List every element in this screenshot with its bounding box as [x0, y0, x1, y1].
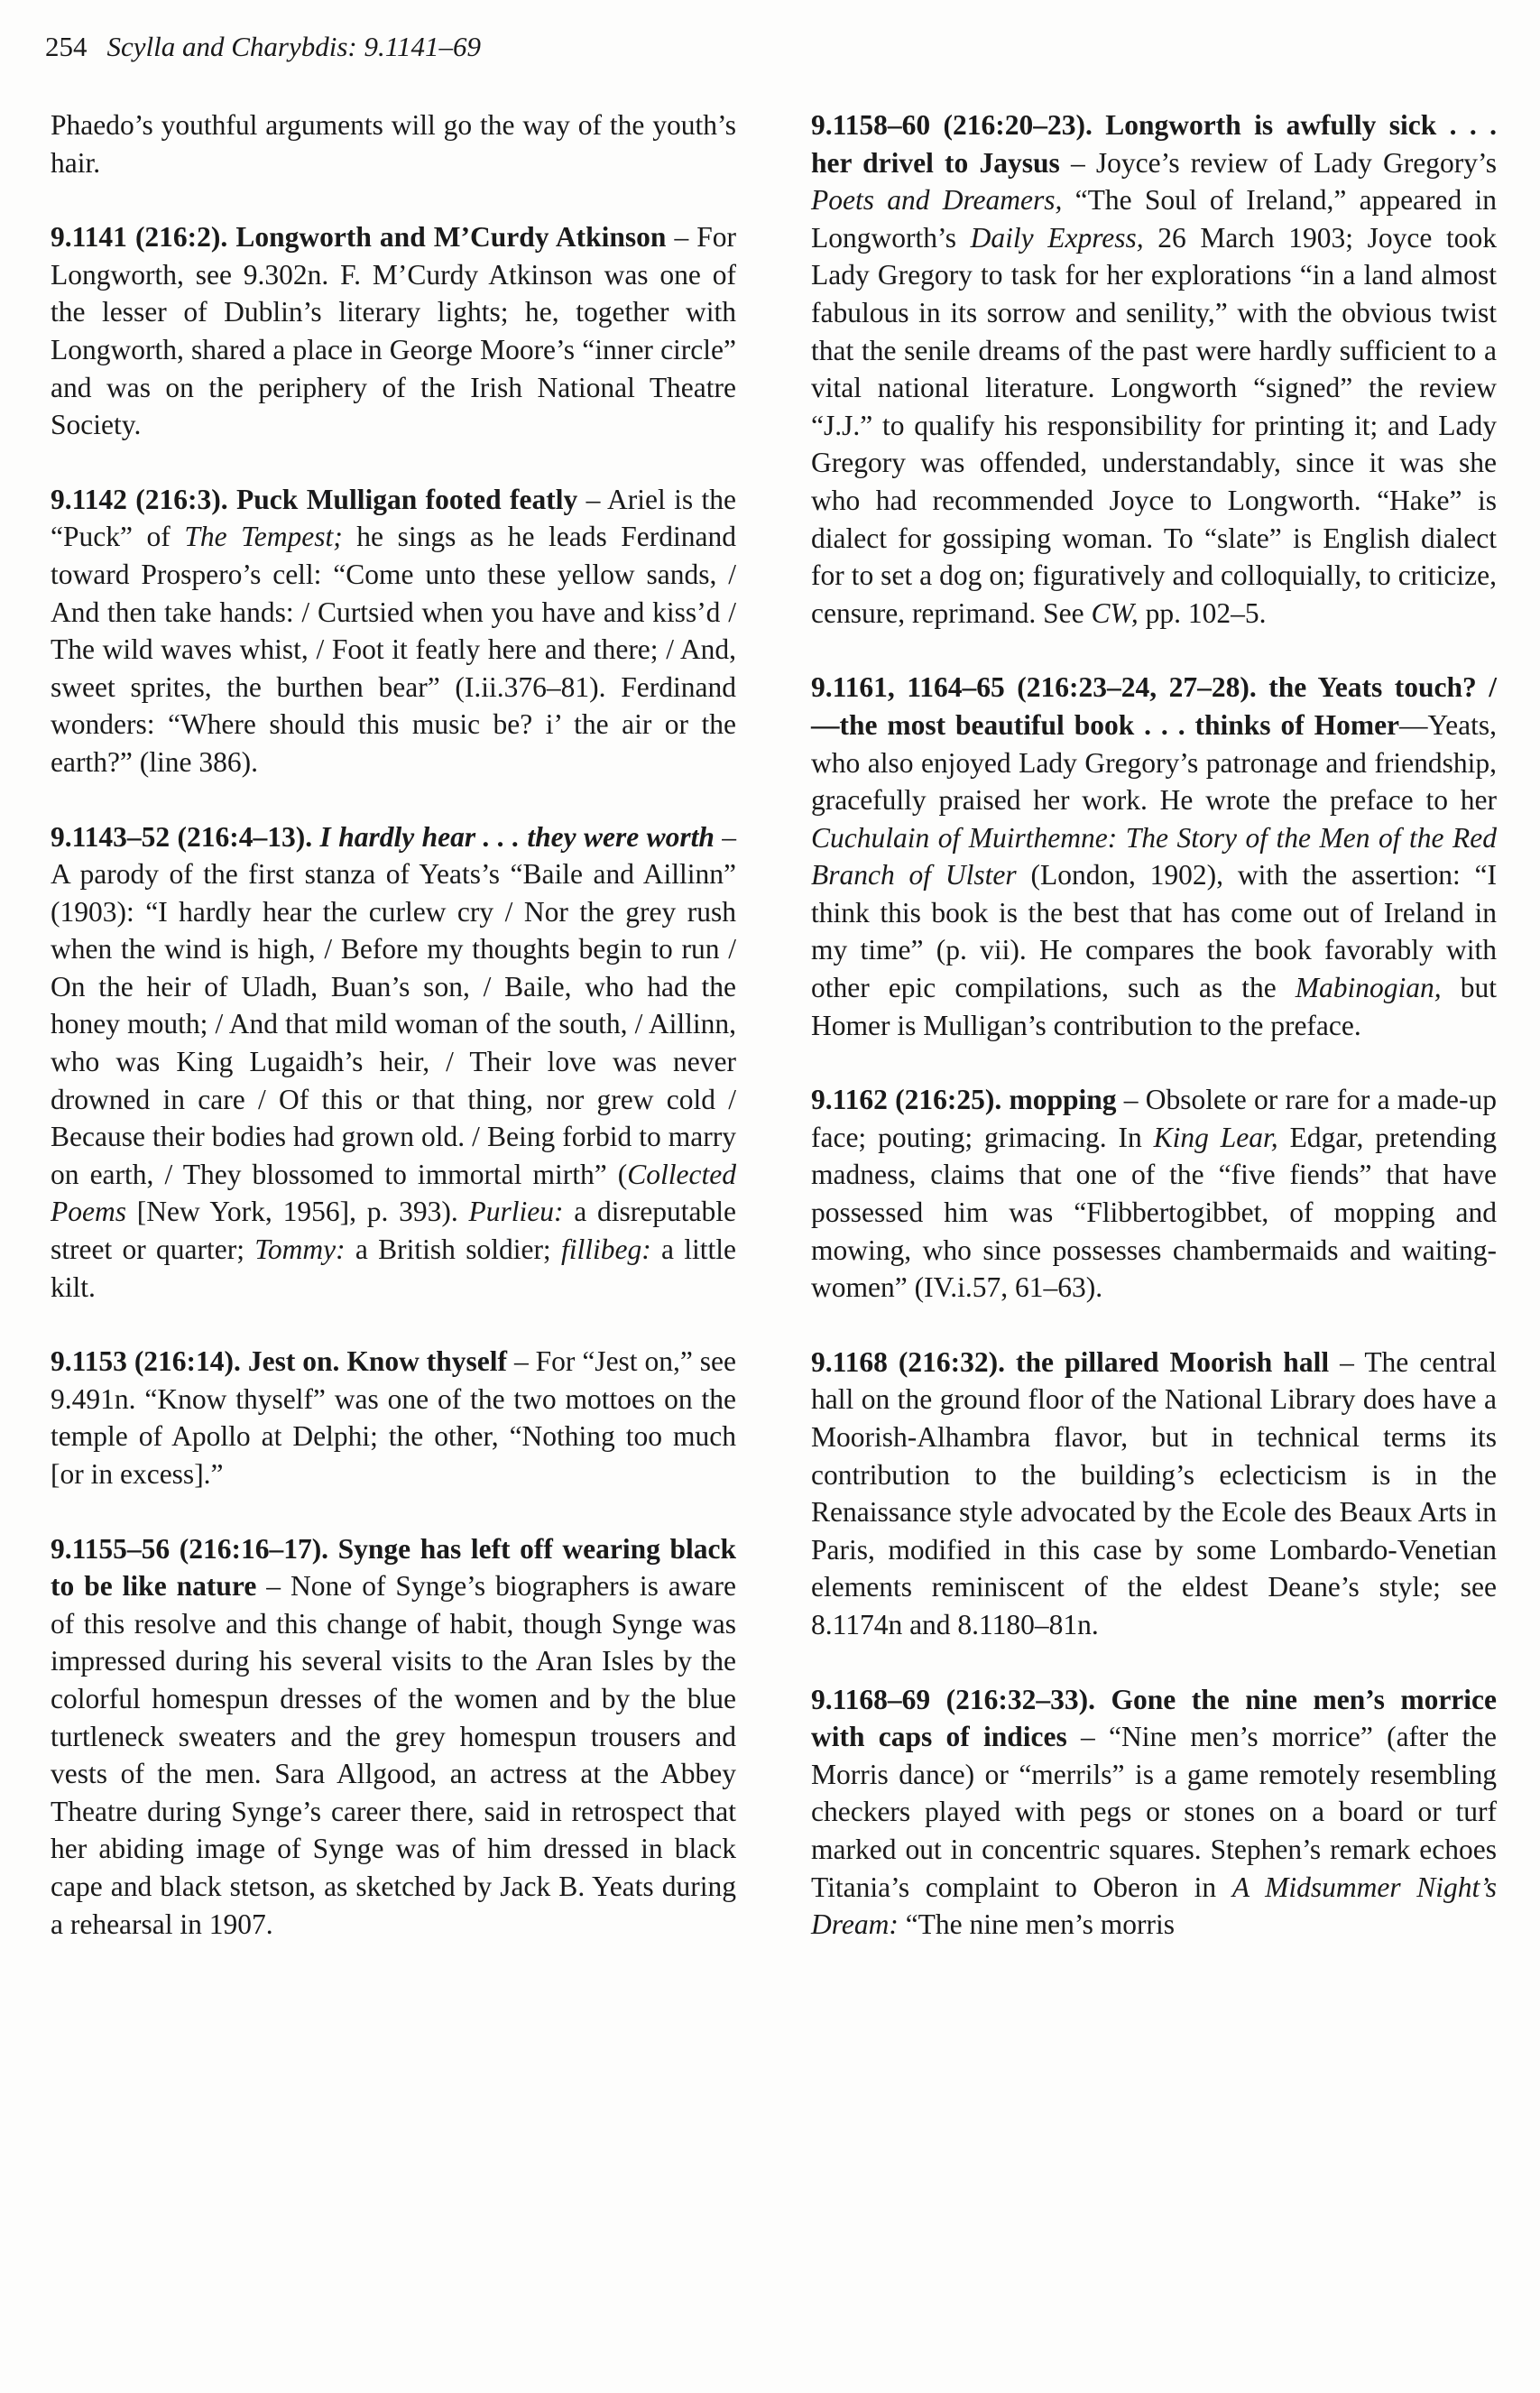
entry-lemma: I hardly hear . . . they were worth: [319, 820, 715, 853]
entry-reference: 9.1155–56 (216:16–17).: [51, 1532, 329, 1565]
entry-body: “The nine men’s morris: [898, 1908, 1175, 1941]
continuation-paragraph: Phaedo’s youthful arguments will go the way of the youth’s hair.: [51, 109, 736, 179]
entry-body: (London, 1902), with the assertion: “I think this book is the best that has come out of Ireland in my time” (p. vii). He compares the book favorably with other epic compilations, such as the: [811, 859, 1497, 1004]
left-column: [51, 106, 736, 1943]
entry-body: “The Soul of Ireland,” appeared in Longworth’s: [811, 184, 1497, 254]
entry-lemma: Longworth and M’Curdy Atkinson: [235, 221, 667, 254]
entry-body: but Homer is Mulligan’s contribution to the preface.: [811, 972, 1497, 1041]
entry-lemma: Jest on. Know thyself: [247, 1345, 508, 1378]
entry-reference: 9.1142 (216:3).: [51, 483, 228, 515]
entry-lemma: Puck Mulligan footed featly: [236, 483, 578, 515]
entry-lemma: Longworth is awfully sick . . . her drivel to Jaysus: [811, 109, 1497, 179]
entry-body: – The central hall on the ground floor of the National Library does have a Moorish-Alhambra flavor, but in technical terms its contribution to the building’s eclecticism is in the Renaissance style advocated by the Ecole des Beaux Arts in Paris, modified in this case by some Lombardo-Venetian elements reminiscent of the eldest Deane’s style; see 8.1174n and 8.1180–81n.: [811, 1345, 1498, 1640]
entry-reference: 9.1168–69 (216:32–33).: [811, 1683, 1095, 1715]
running-head: [45, 27, 481, 67]
entry-body: a little kilt.: [51, 1233, 736, 1303]
note-entry: [51, 481, 736, 781]
entry-body: – Ariel is the “Puck” of: [51, 483, 737, 553]
entry-reference: 9.1141 (216:2).: [51, 221, 228, 254]
page-number: 254: [45, 31, 88, 62]
entry-body: – Obsolete or rare for a made-up face; pouting; grimacing. In: [811, 1084, 1498, 1153]
entry-body: Edgar, pretending madness, claims that one of the “five fiends” that have possessed him was “Flibbertogibbet, of mopping and mowing, who since possesses chambermaids and waiting-women” (IV.i.57, 61–63).: [811, 1121, 1497, 1304]
entry-body: – For “Jest on,” see 9.491n. “Know thyself” was one of the two mottoes on the temple of Apollo at Delphi; the other, “Nothing too much [or in excess].”: [51, 1345, 736, 1490]
entry-body: – Joyce’s review of Lady Gregory’s: [1059, 146, 1497, 179]
note-entry: [811, 1344, 1497, 1644]
entry-lemma: mopping: [1009, 1084, 1117, 1116]
entry-reference: 9.1143–52 (216:4–13).: [51, 820, 313, 853]
entry-body: a disreputable street or quarter;: [51, 1196, 736, 1266]
entry-italic: Mabinogian,: [1295, 972, 1442, 1004]
right-column: [811, 106, 1497, 1944]
note-entry: [51, 818, 736, 1307]
entry-reference: 9.1153 (216:14).: [51, 1345, 241, 1378]
entry-body: 26 March 1903; Joyce took Lady Gregory to task for her explorations “in a land almost fabulous in its sorrow and senility,” with the obvious twist that the senile dreams of the past were hardly sufficient to a vital national literature. Longworth “signed” the review “J.J.” to qualify his responsibility for printing it; and Lady Gregory was offended, understandably, since it was she who had recommended Joyce to Longworth. “Hake” is dialect for gossiping woman. To “slate” is English dialect for to set a dog on; figuratively and colloquially, to criticize, censure, reprimand. See: [811, 221, 1497, 629]
entry-reference: 9.1161, 1164–65 (216:23–24, 27–28).: [811, 671, 1257, 704]
entry-italic: CW,: [1091, 596, 1139, 629]
entry-italic: The Tempest;: [184, 521, 343, 553]
entry-italic: Collected Poems: [51, 1158, 736, 1228]
entry-lemma: the pillared Moorish hall: [1016, 1345, 1330, 1378]
entry-lemma: Synge has left off wearing black to be like nature: [51, 1532, 736, 1603]
entry-body: —Yeats, who also enjoyed Lady Gregory’s patronage and friendship, gracefully praised her work. He wrote the preface to her: [811, 708, 1497, 817]
entry-italic: fillibeg:: [560, 1233, 651, 1266]
entry-italic: Cuchulain of Muirthemne: The Story of the Men of the Red Branch of Ulster: [811, 821, 1497, 892]
entry-italic: Purlieu:: [468, 1196, 564, 1228]
note-entry: [811, 1681, 1497, 1944]
entry-italic: Poets and Dreamers,: [811, 184, 1063, 217]
entry-body: – A parody of the first stanza of Yeats’s “Baile and Aillinn” (1903): “I hardly hear the curlew cry / Nor the grey rush when the wind is high, / Before my thoughts begin to run / On the heir of Uladh, Buan’s son, / Baile, who had the honey mouth; / And that mild woman of the south, / Aillinn, who was King Lugaidh’s heir, / Their love was never drowned in care / Of this or that thing, nor grew cold / Because their bodies had grown old. / Being forbid to marry on earth, / They blossomed to immortal mirth” (: [51, 820, 737, 1190]
entry-body: he sings as he leads Ferdinand toward Prospero’s cell: “Come unto these yellow sands, / And then take hands: / Curtsied when you have and kiss’d / The wild waves whist, / Foot it featly here and there; / And, sweet sprites, the burthen bear” (I.ii.376–81). Ferdinand wonders: “Where should this music be? i’ the air or the earth?” (line 386).: [51, 521, 737, 778]
note-entry: [811, 669, 1497, 1044]
entry-italic: Tommy:: [254, 1233, 346, 1266]
entry-italic: A Midsummer Night’s Dream:: [811, 1871, 1497, 1941]
entry-body: pp. 102–5.: [1138, 596, 1267, 629]
entry-body: a British soldier;: [345, 1233, 561, 1266]
note-entry: [51, 218, 736, 444]
entry-reference: 9.1162 (216:25).: [811, 1084, 1002, 1116]
entry-lemma: Gone the nine men’s morrice with caps of indices: [811, 1683, 1498, 1753]
entry-body: – For Longworth, see 9.302n. F. M’Curdy Atkinson was one of the lesser of Dublin’s literary lights; he, together with Longworth, shared a place in George Moore’s “inner circle” and was on the periphery of the Irish National Theatre Society.: [51, 221, 737, 441]
entry-body: – None of Synge’s biographers is aware of this resolve and this change of habit, though Synge was impressed during his several visits to the Aran Isles by the colorful homespun dresses of the women and by the blue turtleneck sweaters and the grey homespun trousers and vests of the men. Sara Allgood, an actress at the Abbey Theatre during Synge’s career there, said in retrospect that her abiding image of Synge was of him dressed in black cape and black stetson, as sketched by Jack B. Yeats during a rehearsal in 1907.: [51, 1570, 736, 1940]
running-title: Scylla and Charybdis: 9.1141–69: [106, 31, 481, 62]
entry-reference: 9.1168 (216:32).: [811, 1345, 1006, 1378]
entry-body: [New York, 1956], p. 393).: [125, 1196, 469, 1228]
note-entry: [811, 1081, 1497, 1307]
note-entry: [51, 1343, 736, 1492]
entry-italic: Daily Express,: [970, 221, 1144, 254]
entry-body: – “Nine men’s morrice” (after the Morris dance) or “merrils” is a game remotely resembling checkers played with pegs or stones on a board or turf marked out in concentric squares. Stephen’s remark echoes Titania’s complaint to Oberon in: [811, 1721, 1497, 1903]
entry-lemma: the Yeats touch? / —the most beautiful book . . . thinks of Homer: [811, 671, 1498, 741]
note-entry: [811, 106, 1497, 632]
entry-italic: King Lear,: [1153, 1121, 1278, 1153]
note-entry: [51, 1530, 736, 1944]
entry-reference: 9.1158–60 (216:20–23).: [811, 109, 1093, 141]
